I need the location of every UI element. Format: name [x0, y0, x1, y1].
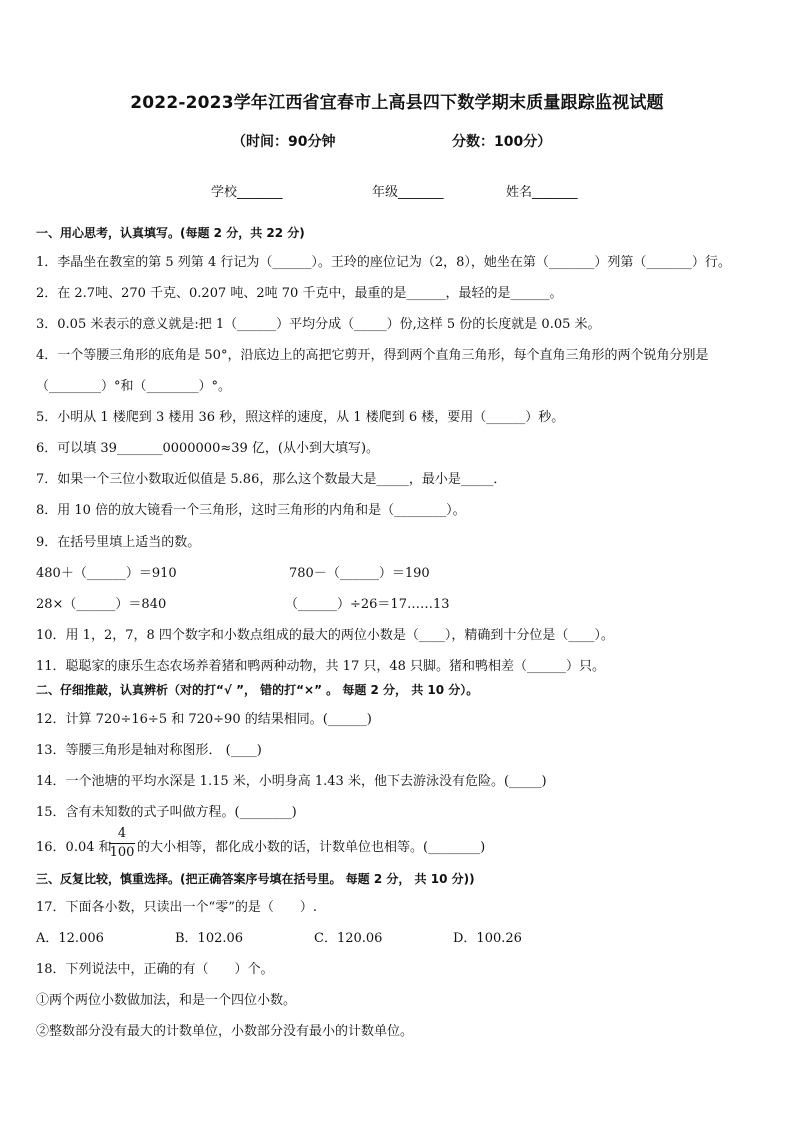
- question-16-suffix: 的大小相等，都化成小数的话，计数单位也相等。(________): [137, 840, 486, 855]
- question-14: 14．一个池塘的平均水深是 1.15 米，小明身高 1.43 米，他下去游泳没有危险。(_____): [36, 774, 547, 789]
- fraction-4-over-100: [109, 826, 135, 861]
- option-a: A．12.006: [36, 931, 104, 946]
- question-7: 7．如果一个三位小数取近似值是 5.86，那么这个数最大是_____，最小是_____．: [36, 472, 507, 487]
- question-18-statement-1: ①两个两位小数做加法，和是一个四位小数。: [36, 993, 297, 1008]
- question-9-c: 28×（______）＝840: [36, 597, 167, 612]
- question-11: 11．聪聪家的康乐生态农场养着猪和鸭两种动物，共 17 只，48 只脚。猪和鸭相差（______）只。: [36, 659, 606, 674]
- question-5: 5．小明从 1 楼爬到 3 楼用 36 秒，照这样的速度，从 1 楼爬到 6 楼，要用（______）秒。: [36, 410, 565, 425]
- question-2: 2．在 2.7吨、270 千克、0.207 吨、2吨 70 千克中，最重的是______，最轻的是______。: [36, 286, 563, 301]
- question-13: 13．等腰三角形是轴对称图形． (____): [36, 743, 262, 758]
- question-4-line-1: 4．一个等腰三角形的底角是 50°，沿底边上的高把它剪开，得到两个直角三角形，每个直角三角形的两个锐角分别是: [36, 348, 709, 363]
- question-1: 1．李晶坐在教室的第 5 列第 4 行记为（______）。王玲的座位记为（2，8），她坐在第（_______）列第（_______）行。: [36, 255, 731, 270]
- name-field: 姓名_______: [506, 185, 578, 200]
- page-title: 2022-2023学年江西省宜春市上高县四下数学期末质量跟踪监视试题: [130, 93, 664, 113]
- section-heading-1: 一、用心思考，认真填写。(每题 2 分，共 22 分): [36, 226, 305, 240]
- school-field: 学校_______: [211, 185, 283, 200]
- question-6: 6．可以填 39_______0000000≈39 亿，(从小到大填写)。: [36, 441, 380, 456]
- question-18-statement-2: ②整数部分没有最大的计数单位，小数部分没有最小的计数单位。: [36, 1024, 414, 1039]
- question-8: 8．用 10 倍的放大镜看一个三角形，这时三角形的内角和是（________）。: [36, 503, 466, 518]
- fraction-denominator: 100: [109, 845, 135, 860]
- question-3: 3．0.05 米表示的意义就是:把 1（______）平均分成（_____）份,这样 5 份的长度就是 0.05 米。: [36, 317, 601, 332]
- question-10: 10．用 1，2，7，8 四个数字和小数点组成的最大的两位小数是（____），精确到十分位是（____）。: [36, 628, 614, 643]
- question-4-line-2: （________）°和（________）°。: [36, 379, 232, 394]
- fraction-bar: [109, 843, 135, 844]
- question-9-b: 780－（______）＝190: [289, 566, 430, 581]
- question-12: 12．计算 720÷16÷5 和 720÷90 的结果相同。(______): [36, 712, 372, 727]
- section-heading-2: 二、仔细推敲，认真辨析（对的打“√ ”， 错的打“×” 。 每题 2 分， 共 10 分）。: [36, 683, 479, 697]
- question-9: 9．在括号里填上适当的数。: [36, 535, 201, 550]
- question-9-d: （______）÷26＝17……13: [285, 597, 450, 612]
- question-16-prefix: 16．0.04 和: [36, 840, 112, 855]
- question-17: 17．下面各小数，只读出一个“零”的是（ ）.: [36, 900, 317, 915]
- section-heading-3: 三、反复比较，慎重选择。(把正确答案序号填在括号里。 每题 2 分， 共 10 分)): [36, 872, 475, 886]
- time-limit: （时间：90分钟: [232, 134, 336, 150]
- total-score: 分数：100分）: [452, 134, 552, 150]
- grade-field: 年级_______: [372, 185, 444, 200]
- option-c: C．120.06: [314, 931, 383, 946]
- option-b: B．102.06: [175, 931, 244, 946]
- question-9-a: 480＋（______）＝910: [36, 566, 177, 581]
- question-15: 15．含有未知数的式子叫做方程。(________): [36, 805, 297, 820]
- option-d: D．100.26: [453, 931, 522, 946]
- fraction-numerator: 4: [117, 826, 127, 841]
- question-18: 18．下列说法中，正确的有（ ）个。: [36, 962, 274, 977]
